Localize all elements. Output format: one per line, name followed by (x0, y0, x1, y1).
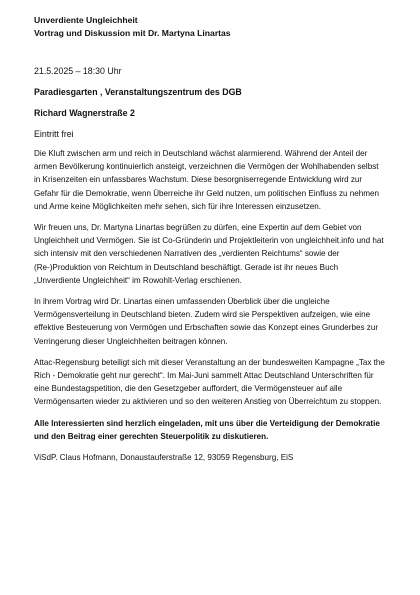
paragraph-talk: In ihrem Vortrag wird Dr. Linartas einen umfassenden Überblick über die ungleiche Vermögensverteilung in Deutschland bieten. Zudem wird sie Perspektiven aufzeigen, wie eine effektive Besteuerung von Vermögen und Erbschaften sowie das Konzept eines Grunderbes zur Verringerung dieser Ungleichheiten beitragen können. (34, 297, 379, 346)
paragraph-invitation: Alle Interessierten sind herzlich eingeladen, mit uns über die Verteidigung der Demokratie und den Beitrag einer gerechten Steuerpolitik zu diskutieren. (34, 418, 380, 441)
event-street: Richard Wagnerstraße 2 (34, 108, 135, 118)
event-datetime: 21.5.2025 – 18:30 Uhr (34, 66, 122, 76)
document-subtitle: Vortrag und Diskussion mit Dr. Martyna Linartas (34, 28, 231, 38)
event-venue: Paradiesgarten , Veranstaltungszentrum des DGB (34, 87, 242, 97)
event-entry: Eintritt frei (34, 129, 74, 139)
legal-signature: ViSdP. Claus Hofmann, Donaustauferstraße 12, 93059 Regensburg, EiS (34, 453, 294, 463)
document-title: Unverdiente Ungleichheit (34, 15, 138, 25)
paragraph-campaign: Attac-Regensburg beteiligt sich mit dieser Veranstaltung an der bundesweiten Kampagne „Tax the Rich - Demokratie geht nur gerecht“. Im Mai-Juni sammelt Attac Deutschland Unterschriften für eine Bundestagspetition, die den Gesetzgeber auffordert, die Vermögensteuer auf alle Vermögensarten wieder zu aktivieren und so den weiteren Anstieg von Überreichtum zu stoppen. (34, 357, 385, 407)
paragraph-intro: Die Kluft zwischen arm und reich in Deutschland wächst alarmierend. Während der Anteil der armen Bevölkerung kontinuierlich ansteigt, verzeichnen die Vermögen der Wohlhabenden selbst in Krisenzeiten ein unfassbares Wachstum. Diese besorgniserregende Entwicklung wird zur Gefahr für die Demokratie, wenn Überreiche ihr Geld nutzen, um politischen Einfluss zu nehmen und Arme keine Möglichkeiten mehr sehen, sich für ihre Interessen einzusetzen. (34, 149, 380, 211)
paragraph-speaker: Wir freuen uns, Dr. Martyna Linartas begrüßen zu dürfen, eine Expertin auf dem Gebiet von Ungleichheit und Vermögen. Sie ist Co-Gründerin und Projektleiterin von ungleichheit.info und hat sich intensiv mit den verschiedenen Narrativen des „verdienten Reichtums“ sowie der (Re-)Produktion von Reichtum in Deutschland beschäftigt. Gerade ist ihr neues Buch „Unverdiente Ungleichheit“ im Rowohlt-Verlag erschienen. (34, 223, 384, 285)
